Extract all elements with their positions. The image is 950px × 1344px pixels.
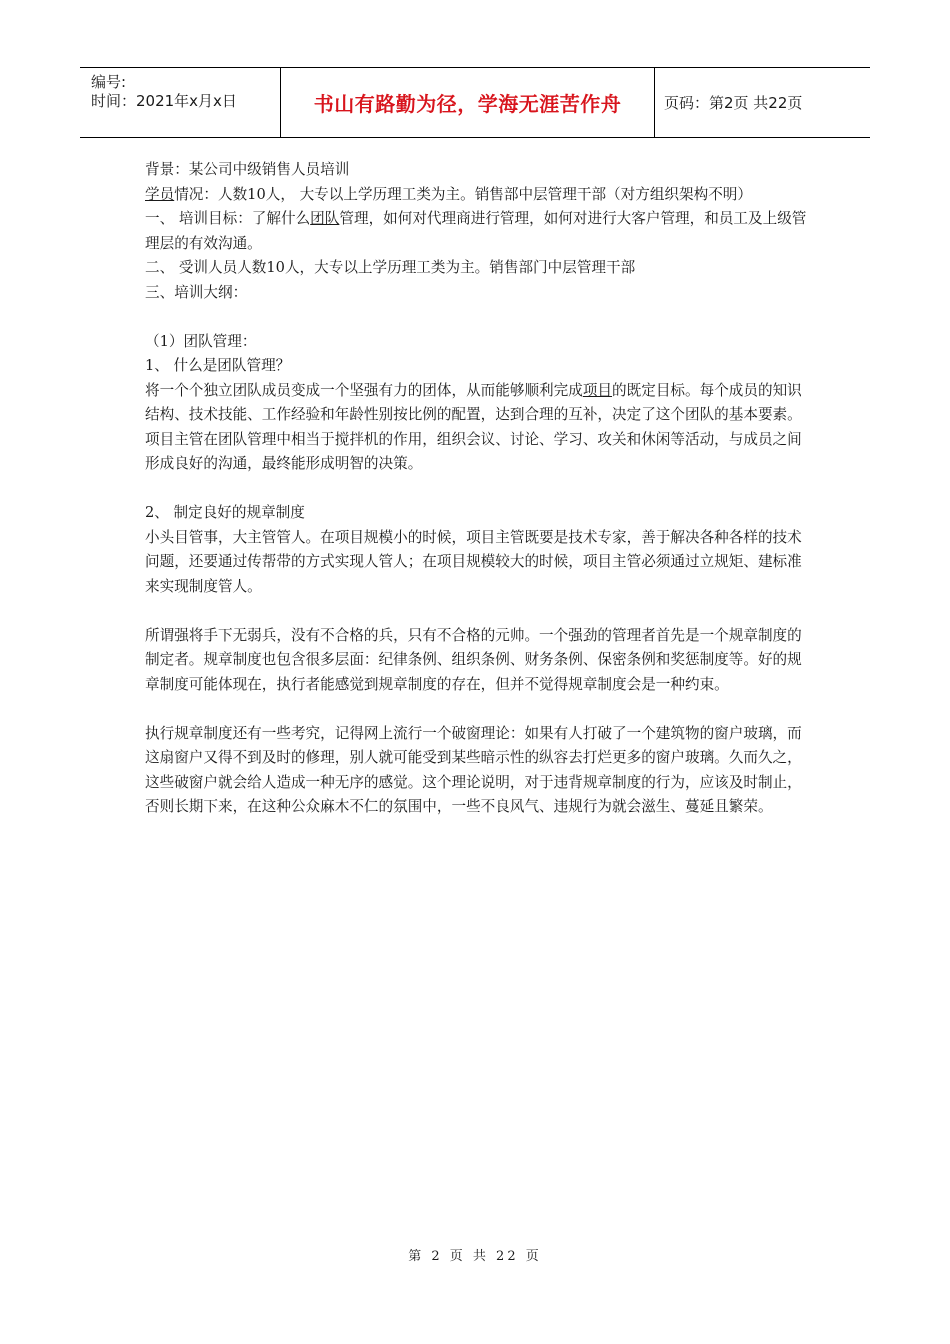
paragraph-4: 所谓强将手下无弱兵，没有不合格的兵，只有不合格的元帅。一个强劲的管理者首先是一个规章制度的制定者。规章制度也包含很多层面：纪律条例、组织条例、财务条例、保密条例和奖惩制度等。好的规章制度可能体现在，执行者能感觉到规章制度的存在，但并不觉得规章制度会是一种约束。 [145, 626, 802, 693]
outline-heading: 三、培训大纲： [145, 283, 248, 301]
header-motto-cell [280, 68, 655, 137]
number-label: 编号: [91, 73, 127, 91]
question-1: 1、 什么是团队管理？ [145, 357, 291, 374]
paragraph-5: 执行规章制度还有一些考究，记得网上流行一个破窗理论：如果有人打破了一个建筑物的窗户玻璃，而这扇窗户又得不到及时的修理，别人就可能受到某些暗示性的纵容去打烂更多的窗户玻璃。久而久之，这些破窗户就会给人造成一种无序的感觉。这个理论说明，对于违背规章制度的行为，应该及时制止，否则长期下来，在这种公众麻木不仁的氛围中，一些不良风气、违规行为就会滋生、蔓延且繁荣。 [145, 724, 802, 815]
header-meta [80, 68, 280, 137]
students-link[interactable]: 学员 [145, 185, 175, 203]
paragraph-1 [145, 379, 810, 428]
goal-text-post: 管理，如何对代理商进行管理，如何对进行大客户管理，和员工及上级管理层的有效沟通。 [145, 210, 807, 252]
spacer [145, 697, 810, 722]
spacer [145, 305, 810, 330]
paragraph-1-pre: 将一个个独立团队成员变成一个坚强有力的团体，从而能够顺利完成 [145, 381, 583, 399]
paragraph-3: 小头目管事，大主管管人。在项目规模小的时候，项目主管既要是技术专家，善于解决各种各样的技术问题，还要通过传帮带的方式实现人管人；在项目规模较大的时候，项目主管必须通过立规矩、建标准来实现制度管人。 [145, 528, 802, 595]
students-line [145, 183, 810, 208]
document-header [80, 67, 870, 138]
header-page-info: 页码：第2页 共22页 [664, 94, 803, 112]
paragraph-1-post: 的既定目标。每个成员的知识结构、技术技能、工作经验和年龄性别按比例的配置，达到合理的互补，决定了这个团队的基本要素。 [145, 381, 802, 423]
team-link[interactable]: 团队 [310, 210, 340, 227]
students-text: 情况：人数10人， 大专以上学历理工类为主。销售部中层管理干部（对方组织架构不明） [174, 185, 752, 203]
document-body [145, 158, 810, 820]
spacer [145, 599, 810, 624]
goal-text-pre: 一、 培训目标：了解什么 [145, 210, 311, 227]
motto-text: 书山有路勤为径，学海无涯苦作舟 [313, 92, 622, 116]
goal-line [145, 207, 810, 256]
time-label: 时间：2021年x月x日 [91, 92, 237, 110]
project-link[interactable]: 项目 [582, 381, 613, 399]
background-line: 背景：某公司中级销售人员培训 [145, 161, 350, 178]
spacer [145, 477, 810, 502]
trainees-line: 二、 受训人员人数10人，大专以上学历理工类为主。销售部门中层管理干部 [145, 259, 636, 276]
question-2: 2、 制定良好的规章制度 [145, 504, 305, 521]
paragraph-2: 项目主管在团队管理中相当于搅拌机的作用，组织会议、讨论、学习、攻关和休闲等活动，与成员之间形成良好的沟通，最终能形成明智的决策。 [145, 430, 802, 472]
team-management-heading: （1）团队管理： [145, 332, 257, 350]
page-footer: 第 2 页 共 22 页 [408, 1249, 542, 1264]
